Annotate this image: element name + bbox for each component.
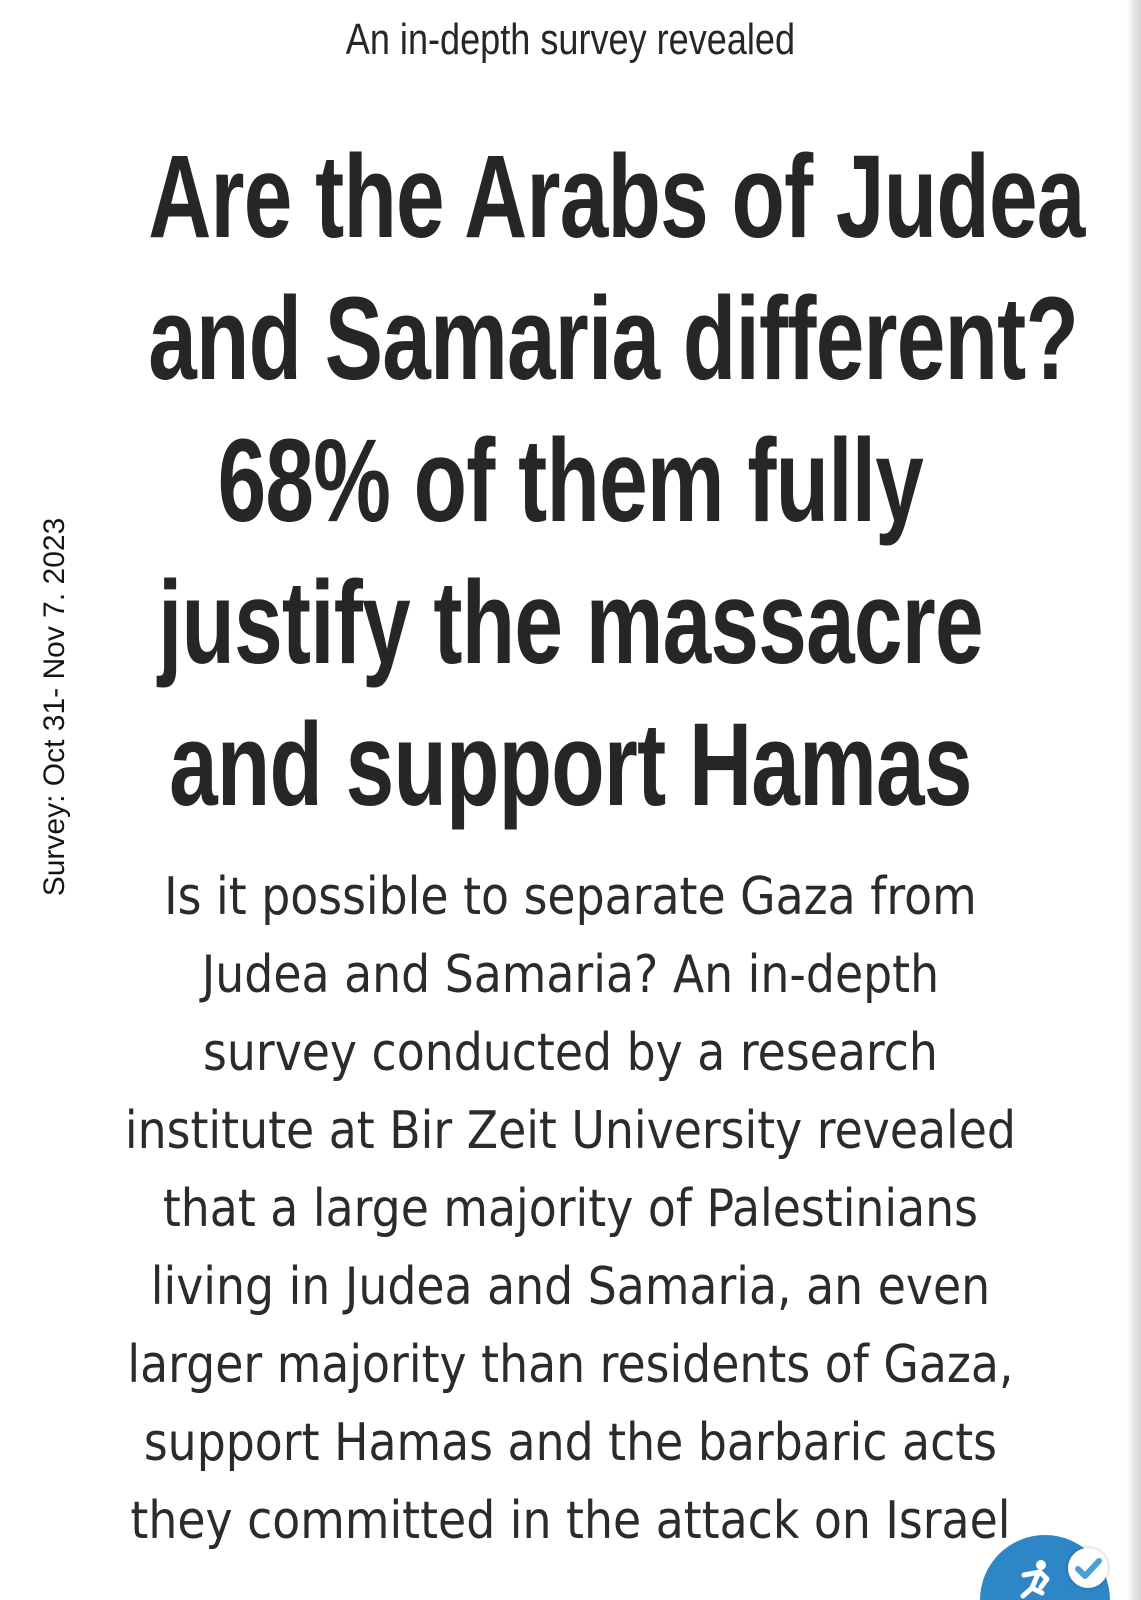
headline-line: and Samaria different? — [148, 273, 1079, 405]
body-line: that a large majority of Palestinians — [162, 1179, 979, 1239]
headline-line: and support Hamas — [169, 699, 972, 831]
verified-badge — [1068, 1548, 1108, 1588]
body-line: institute at Bir Zeit University revealed — [124, 1101, 1016, 1161]
body-line: they committed in the attack on Israel — [130, 1491, 1011, 1551]
body-line: survey conducted by a research — [203, 1023, 938, 1083]
body-line: larger majority than residents of Gaza, — [127, 1335, 1014, 1395]
body-line: support Hamas and the barbaric acts — [143, 1413, 998, 1473]
headline-line: 68% of them fully — [217, 415, 924, 547]
body-line: Is it possible to separate Gaza from — [164, 867, 977, 927]
headline-line: Are the Arabs of Judea — [148, 131, 1085, 263]
survey-date-label: Survey: Oct 31- Nov 7. 2023 — [38, 517, 71, 897]
body-line: Judea and Samaria? An in-depth — [201, 945, 940, 1005]
headline-line: justify the massacre — [157, 557, 983, 689]
accessibility-icon — [1014, 1557, 1058, 1600]
article-headline — [0, 126, 1141, 836]
body-line: living in Judea and Samaria, an even — [150, 1257, 991, 1317]
article-body — [0, 858, 1141, 1560]
article-kicker: An in-depth survey revealed — [345, 15, 796, 64]
check-icon — [1068, 1548, 1108, 1588]
